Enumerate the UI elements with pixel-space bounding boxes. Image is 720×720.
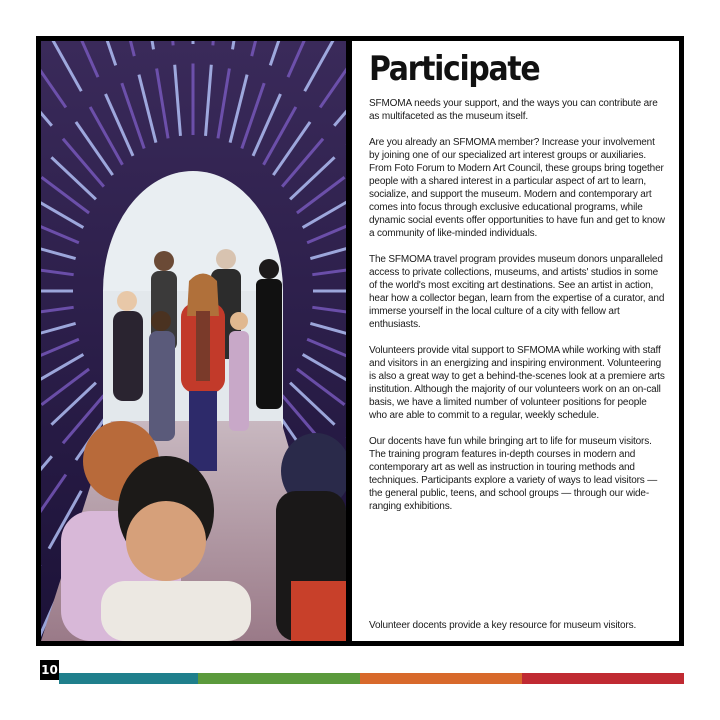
body-text bbox=[369, 97, 667, 526]
photo-caption: Volunteer docents provide a key resource for museum visitors. bbox=[369, 620, 637, 631]
museum-photo bbox=[41, 41, 346, 641]
text-panel bbox=[352, 41, 679, 641]
color-stripe-teal bbox=[59, 673, 198, 684]
color-stripe-green bbox=[198, 673, 360, 684]
color-stripe-red bbox=[522, 673, 684, 684]
docents-paragraph: Our docents have fun while bringing art to life for museum visitors. The training program features in-depth courses in modern and contemporary art as well as instruction in touring methods and techniques. Participants explore a variety of ways to lead visitors — the general public, teens, and school groups — through our wide-ranging exhibitions. bbox=[369, 436, 658, 512]
travel-paragraph: The SFMOMA travel program provides museum donors unparalleled access to private collections, museums, and artists' studios in some of the world's most exciting art destinations. See an artist in action, hear how a collector began, learn from the expertise of a curator, and immerse yourself in the local culture of a city with fellow art enthusiasts. bbox=[369, 254, 665, 330]
page-title: Participate bbox=[369, 49, 540, 89]
intro-paragraph: SFMOMA needs your support, and the ways you can contribute are as multifaceted as the museum itself. bbox=[369, 98, 658, 122]
volunteers-paragraph: Volunteers provide vital support to SFMOMA while working with staff and visitors in an energizing and inspiring environment. Volunteering is also a great way to get a behind-the-scenes look at a premiere arts institution. Although the majority of our volunteers work on an on-call basis, we have a limited number of volunteer positions for people who are able to commit to a regular, weekly schedule. bbox=[369, 345, 665, 421]
tunnel-illustration bbox=[41, 41, 346, 641]
membership-paragraph: Are you already an SFMOMA member? Increase your involvement by joining one of our specialized art interest groups or auxiliaries. From Foto Forum to Modern Art Council, these groups bring together people with a shared interest in a particular aspect of art to learn, socialize, and support the museum. Modern and contemporary art comes into focus through exclusive educational programs, while dynamic social events offer opportunities to have fun and get to know a community of like-minded individuals. bbox=[369, 137, 665, 239]
page-number: 10 bbox=[40, 660, 59, 680]
color-stripe-orange bbox=[360, 673, 522, 684]
